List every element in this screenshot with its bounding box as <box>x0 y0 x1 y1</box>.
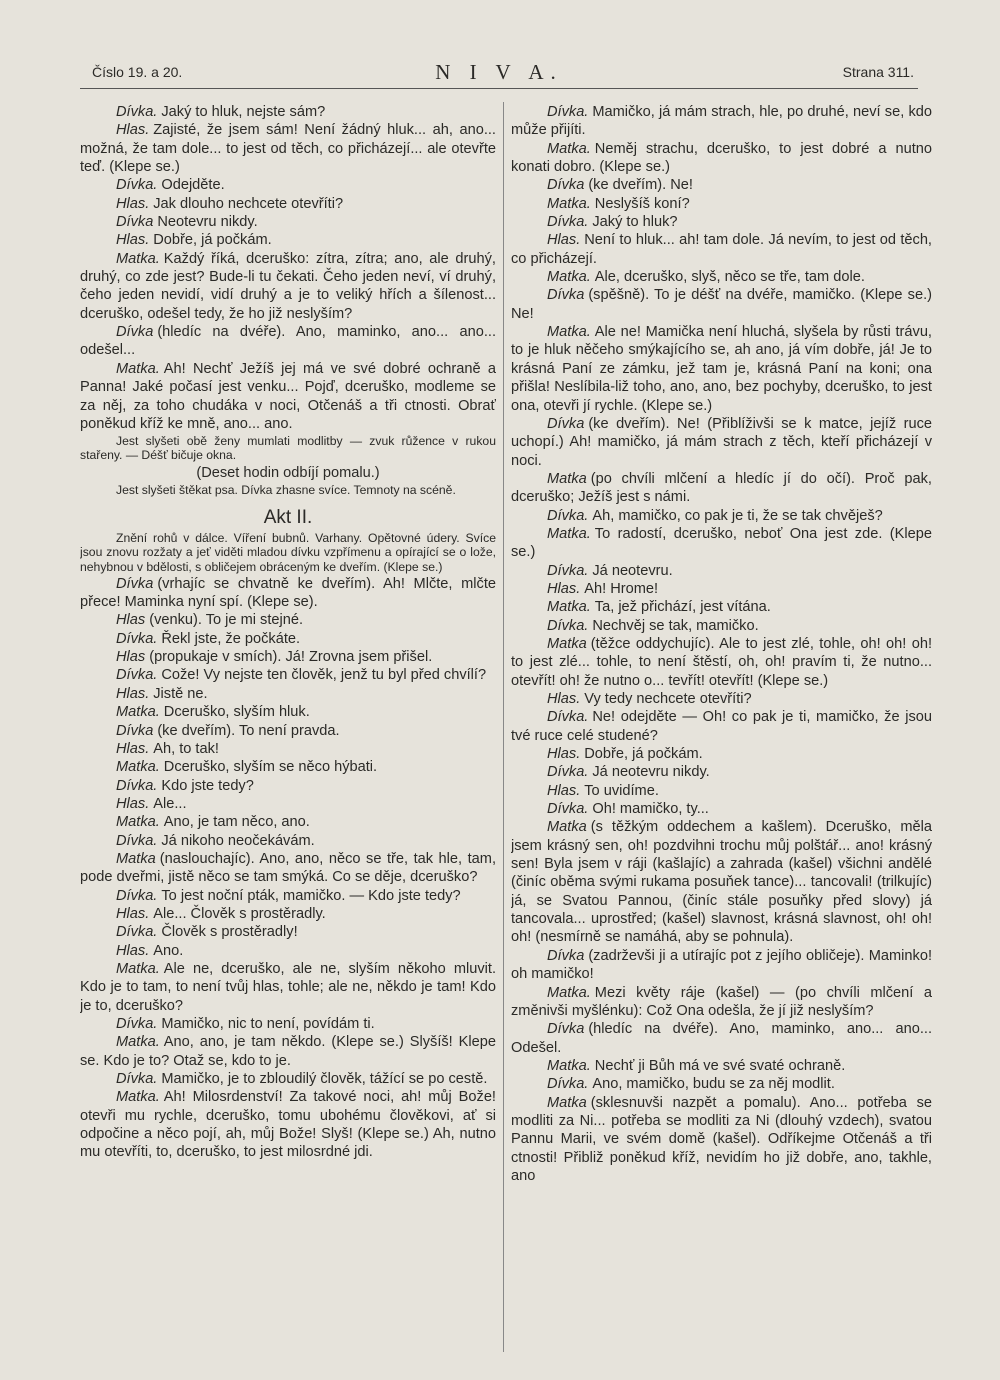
dialogue-text: Nechvěj se tak, mamičko. <box>592 617 759 634</box>
dialogue-line <box>511 507 932 525</box>
speaker-name: Dívka. <box>547 801 589 818</box>
dialogue-line <box>511 231 932 268</box>
dialogue-line <box>80 923 496 941</box>
dialogue-text: To jest noční pták, mamičko. — Kdo jste tedy? <box>161 887 461 904</box>
dialogue-text: Dobře, já počkám. <box>153 232 272 249</box>
speaker-name: Dívka. <box>116 777 158 794</box>
dialogue-text: To radostí, dceruško, neboť Ona jest zde. (Klepe se.) <box>511 525 932 561</box>
dialogue-line <box>80 195 496 213</box>
speaker-name: Dívka <box>116 575 154 592</box>
dialogue-text: Jak dlouho nechcete otevříti? <box>153 195 344 212</box>
dialogue-text: Jaký to hluk? <box>592 214 678 231</box>
speaker-name: Hlas. <box>547 232 581 249</box>
dialogue-line <box>511 1094 932 1186</box>
speaker-name: Matka. <box>547 525 591 542</box>
stage-direction: Jest slyšeti obě ženy mumlati modlitby — zvuk růžence v rukou stařeny. — Déšť bičuje okna. <box>80 434 496 463</box>
dialogue-text: Ano, ano, je tam někdo. (Klepe se.) Slyšíš! Klepe se. Kdo je to? Otaž se, kdo to je. <box>80 1034 496 1069</box>
dialogue-text: Odejděte. <box>161 177 225 194</box>
dialogue-line <box>511 268 932 286</box>
dialogue-line <box>511 580 932 598</box>
dialogue-line <box>511 763 932 781</box>
dialogue-text: Ah! Hrome! <box>584 580 659 597</box>
speaker-name: Matka <box>547 470 587 487</box>
dialogue-line <box>80 1070 496 1088</box>
dialogue-text: (s těžkým oddechem a kašlem). Dceruško, měla jsem krásný sen, oh! pozdvihni trochu můj polštář... ano! krásný sen! Byla jsem v ráji (kašlajíc) a zahrada (kašel) všichni andělé (činíc oběma svými rukama posuňek tance)... tancovali! (trilkujíc) já, se Svatou Pannou, (činíc stále posuňky před slovy) já tancovala... uprostřed; (kašel) slavnost, krásná slavnost, oh! oh! oh! (nesmírně se namáhá, aby se pohnula). <box>511 819 932 946</box>
speaker-name: Hlas <box>116 612 146 629</box>
dialogue-text: (hledíc na dvéře). Ano, maminko, ano... ano... Odešel. <box>511 1021 932 1056</box>
speaker-name: Hlas. <box>547 782 581 799</box>
dialogue-line <box>80 1015 496 1033</box>
dialogue-line <box>80 575 496 612</box>
dialogue-text: Neotevru nikdy. <box>157 214 258 231</box>
speaker-name: Dívka. <box>547 709 589 726</box>
dialogue-line <box>511 1057 932 1075</box>
dialogue-line <box>80 942 496 960</box>
dialogue-line <box>80 611 496 629</box>
right-column <box>511 103 932 1343</box>
speaker-name: Hlas. <box>547 691 581 707</box>
speaker-name: Hlas. <box>116 195 150 212</box>
journal-title: N I V A. <box>435 60 563 84</box>
speaker-name: Dívka. <box>547 764 589 781</box>
dialogue-text: Jistě ne. <box>153 685 208 702</box>
dialogue-text: Neslyšíš koní? <box>594 195 690 212</box>
dialogue-text: Dceruško, slyším se něco hýbati. <box>163 759 378 776</box>
speaker-name: Matka. <box>116 1034 160 1051</box>
dialogue-text: (ke dveřím). To není pravda. <box>157 722 340 739</box>
dialogue-text: (ke dveřím). Ne! (Přiblíživši se k matce, jejíž ruce uchopí.) Ah! mamičko, já mám strach z těch, kteří přicházejí v noci. <box>511 415 932 469</box>
dialogue-text: Nechť ji Bůh má ve své svaté ochraně. <box>594 1057 846 1074</box>
speaker-name: Dívka <box>547 177 585 194</box>
dialogue-text: (propukaje v smích). Já! Zrovna jsem přišel. <box>149 649 433 666</box>
speaker-name: Dívka. <box>547 214 589 231</box>
speaker-name: Hlas. <box>116 740 150 757</box>
speaker-name: Matka. <box>547 195 591 212</box>
dialogue-text: Člověk s prostěradly! <box>161 924 298 941</box>
dialogue-line <box>511 947 932 984</box>
dialogue-text: Zajisté, že jsem sám! Není žádný hluk... ah, ano... možná, že tam dole... to jest od těch, co přicházejí... ale otevřte teď. (Klepe se.) <box>80 122 496 176</box>
dialogue-text: Ta, jež přichází, jest vítána. <box>594 599 771 616</box>
dialogue-text: (ke dveřím). Ne! <box>588 177 693 194</box>
speaker-name: Matka <box>116 850 156 867</box>
dialogue-text: (naslouchajíc). Ano, ano, něco se tře, tak hle, tam, pode dveřmi, jistě něco se tam smýká. Co se děje, dceruško? <box>80 850 496 886</box>
dialogue-line <box>80 121 496 176</box>
dialogue-line <box>80 740 496 758</box>
dialogue-line <box>80 360 496 433</box>
dialogue-text: To uvidíme. <box>584 782 659 799</box>
dialogue-line <box>80 1033 496 1070</box>
dialogue-line <box>80 666 496 684</box>
dialogue-line <box>511 598 932 616</box>
left-column <box>80 103 496 1343</box>
speaker-name: Dívka. <box>116 924 158 941</box>
dialogue-line <box>511 782 932 800</box>
speaker-name: Dívka. <box>116 832 158 849</box>
dialogue-text: Mamičko, je to zbloudilý člověk, tážící se po cestě. <box>161 1071 488 1088</box>
dialogue-text: Ano, mamičko, budu se za něj modlit. <box>592 1076 835 1093</box>
speaker-name: Hlas. <box>116 905 150 922</box>
dialogue-line <box>511 103 932 140</box>
dialogue-line <box>511 195 932 213</box>
speaker-name: Matka. <box>547 984 591 1001</box>
speaker-name: Matka. <box>116 814 160 831</box>
speaker-name: Matka. <box>547 140 591 157</box>
stage-direction-centered: (Deset hodin odbíjí pomalu.) <box>196 464 380 481</box>
dialogue-line <box>511 690 932 708</box>
dialogue-line <box>511 1075 932 1093</box>
speaker-name: Dívka. <box>116 177 158 194</box>
dialogue-line <box>80 795 496 813</box>
dialogue-line <box>511 818 932 946</box>
speaker-name: Matka. <box>547 324 591 341</box>
dialogue-line <box>80 630 496 648</box>
speaker-name: Hlas <box>116 649 146 666</box>
speaker-name: Matka. <box>547 1057 591 1074</box>
dialogue-line <box>511 470 932 507</box>
dialogue-text: Jaký to hluk, nejste sám? <box>161 104 326 120</box>
dialogue-text: (po chvíli mlčení a hledíc jí do očí). Proč pak, dceruško; Ježíš jest s námi. <box>511 470 932 506</box>
dialogue-text: Ale ne, dceruško, ale ne, slyším někoho mluvit. Kdo je to tam, to není tvůj hlas, tohle; ale ne, někdo je tam! Kdo je to, dceruško? <box>80 960 496 1014</box>
dialogue-line <box>80 323 496 360</box>
dialogue-text: Dobře, já počkám. <box>584 746 703 763</box>
dialogue-text: Mezi květy ráje (kašel) — (po chvíli mlčení a změnivši myšlénku): Což Ona odešla, že jí již neslyším? <box>511 984 932 1019</box>
speaker-name: Matka. <box>547 599 591 616</box>
speaker-name: Dívka. <box>547 1076 589 1093</box>
dialogue-text: (zadrževši ji a utírajíc pot z jejího obličeje). Maminko! oh mamičko! <box>511 947 932 983</box>
dialogue-text: Ah! Nechť Ježíš jej má ve své dobré ochraně a Panna! Jaké počasí jest venku... Pojď, dceruško, modleme se za něj, za toho chudáka v noci, Otčenáš a tři ctnosti. Obrať poněkud kříž ke mně, ano... ano. <box>80 360 496 432</box>
dialogue-text: Ne! odejděte — Oh! co pak je ti, mamičko, že jsou tvé ruce celé studené? <box>511 709 932 744</box>
issue-number: Číslo 19. a 20. <box>92 64 183 80</box>
speaker-name: Dívka. <box>116 104 158 120</box>
speaker-name: Matka <box>547 819 587 836</box>
dialogue-text: (spěšně). To je déšť na dvéře, mamičko. (Klepe se.) Ne! <box>511 287 932 322</box>
dialogue-text: Ah! Milosrdenství! Za takové noci, ah! můj Bože! otevři mu rychle, dceruško, tomu ubohému člověkovi, ať si odpočine a něco pojí, ah, můj Bože! Slyš! (Klepe se.) Ah, nutno mu otevříti, to, dceruško, to jest milosrdné jdi. <box>80 1089 496 1161</box>
dialogue-line <box>80 1088 496 1161</box>
speaker-name: Matka. <box>116 1089 160 1106</box>
speaker-name: Dívka <box>547 1021 585 1038</box>
dialogue-text: Ano, je tam něco, ano. <box>163 814 310 831</box>
dialogue-text: (těžce oddychujíc). Ale to jest zlé, tohle, oh! oh! oh! to jest zlé... tohle, to není štěstí, oh, oh! pravím ti, že nutno... otevřít! oh! že nutno o... tevřít! otevřít! (Klepe se.) <box>511 635 932 689</box>
dialogue-line <box>80 832 496 850</box>
dialogue-line <box>80 813 496 831</box>
speaker-name: Matka. <box>116 960 160 977</box>
speaker-name: Dívka. <box>547 104 589 120</box>
dialogue-text: (venku). To je mi stejné. <box>149 612 304 629</box>
speaker-name: Dívka. <box>547 507 589 524</box>
speaker-name: Hlas. <box>116 685 150 702</box>
speaker-name: Dívka. <box>116 887 158 904</box>
stage-direction: Znění rohů v dálce. Víření bubnů. Varhany. Opětovné údery. Svíce jsou znovu rozžaty a jeť viděti mladou dívku vzpřímenu a opírající se o lože, nehybnou v bdělosti, s obličejem obráceným ke dveřím. (Klepe se.) <box>80 531 496 574</box>
dialogue-text: (hledíc na dvéře). Ano, maminko, ano... ano... odešel... <box>80 324 496 359</box>
dialogue-text: Kdo jste tedy? <box>161 777 254 794</box>
speaker-name: Dívka. <box>547 562 589 579</box>
dialogue-line <box>511 525 932 562</box>
speaker-name: Matka. <box>547 269 591 286</box>
dialogue-text: Mamičko, nic to není, povídám ti. <box>161 1016 375 1032</box>
dialogue-line <box>80 777 496 795</box>
speaker-name: Dívka <box>547 415 585 432</box>
dialogue-line <box>511 984 932 1021</box>
dialogue-line <box>511 708 932 745</box>
dialogue-line <box>511 286 932 323</box>
dialogue-text: (vrhajíc se chvatně ke dveřím). Ah! Mlčte, mlčte přece! Maminka nyní spí. (Klepe se). <box>80 575 496 611</box>
speaker-name: Hlas. <box>116 232 150 249</box>
speaker-name: Matka <box>547 1094 587 1111</box>
dialogue-line <box>80 250 496 323</box>
dialogue-line <box>80 103 496 121</box>
dialogue-text: Ale... Člověk s prostěradly. <box>153 905 326 922</box>
dialogue-line <box>511 415 932 470</box>
speaker-name: Dívka <box>116 722 154 739</box>
dialogue-line <box>511 800 932 818</box>
dialogue-line <box>511 635 932 690</box>
speaker-name: Hlas. <box>547 746 581 763</box>
speaker-name: Dívka <box>116 214 154 231</box>
dialogue-line <box>80 850 496 887</box>
dialogue-line <box>511 1020 932 1057</box>
speaker-name: Dívka. <box>116 630 158 647</box>
speaker-name: Dívka. <box>116 1016 158 1032</box>
dialogue-text: Řekl jste, že počkáte. <box>161 630 301 647</box>
dialogue-line <box>80 176 496 194</box>
dialogue-line <box>80 722 496 740</box>
dialogue-line <box>80 231 496 249</box>
speaker-name: Matka <box>547 635 587 652</box>
dialogue-line <box>80 887 496 905</box>
speaker-name: Dívka <box>116 324 154 341</box>
stage-direction: Jest slyšeti štěkat psa. Dívka zhasne svíce. Temnoty na scéně. <box>116 482 456 497</box>
speaker-name: Matka. <box>116 360 160 377</box>
speaker-name: Hlas. <box>116 122 150 139</box>
act-heading: Akt II. <box>263 507 313 529</box>
dialogue-line <box>511 617 932 635</box>
dialogue-text: Ale... <box>153 795 187 812</box>
dialogue-text: Dceruško, slyším hluk. <box>163 704 310 721</box>
dialogue-text: Mamičko, já mám strach, hle, po druhé, neví se, kdo může přijíti. <box>511 104 932 139</box>
dialogue-text: Každý říká, dceruško: zítra, zítra; ano, ale druhý, druhý, co zde jest? Bude-li tu čekati. Čeho jeden neví, ví druhý, čeho jeden nevidí, vidí druhý a je to veliký hřích a šílenost... dceruško, odešel tedy, že ho již neslyším? <box>80 250 496 322</box>
dialogue-line <box>80 648 496 666</box>
dialogue-text: Ah, mamičko, co pak je ti, že se tak chvěješ? <box>592 507 883 524</box>
dialogue-line <box>511 323 932 415</box>
dialogue-line <box>511 745 932 763</box>
speaker-name: Dívka. <box>116 667 158 684</box>
dialogue-text: Já nikoho neočekávám. <box>161 832 315 849</box>
dialogue-text: Vy tedy nechcete otevříti? <box>584 691 752 707</box>
dialogue-line <box>511 213 932 231</box>
speaker-name: Hlas. <box>116 795 150 812</box>
speaker-name: Dívka. <box>547 617 589 634</box>
speaker-name: Matka. <box>116 250 160 267</box>
dialogue-text: Ale ne! Mamička není hluchá, slyšela by růsti trávu, to je hluk něčeho smýkajícího se, ah ano, já vím dobře, já! Je to krásná Paní ze zámku, jež tam je, krásná Paní na koni; ona přišla! Neslíbila-liž toho, ano, ano, bez pochyby, dceruško, to jest ona, otevři jí rychle. (Klepe se.) <box>511 324 932 414</box>
dialogue-line <box>80 213 496 231</box>
dialogue-line <box>80 685 496 703</box>
dialogue-line <box>80 703 496 721</box>
dialogue-text: Neměj strachu, dceruško, to jest dobré a nutno konati dobro. (Klepe se.) <box>511 140 932 176</box>
column-divider <box>503 102 504 1352</box>
dialogue-text: Já neotevru. <box>592 562 673 579</box>
dialogue-line <box>511 176 932 194</box>
dialogue-text: Já neotevru nikdy. <box>592 764 710 781</box>
speaker-name: Dívka <box>547 947 585 964</box>
speaker-name: Dívka. <box>116 1071 158 1088</box>
dialogue-text: Oh! mamičko, ty... <box>592 801 709 818</box>
dialogue-line <box>511 140 932 177</box>
dialogue-line <box>80 905 496 923</box>
dialogue-text: Není to hluk... ah! tam dole. Já nevím, to jest od těch, co přicházejí. <box>511 232 932 267</box>
dialogue-text: Cože! Vy nejste ten člověk, jenž tu byl před chvílí? <box>161 667 487 684</box>
dialogue-text: Ale, dceruško, slyš, něco se tře, tam dole. <box>594 269 865 286</box>
dialogue-text: (sklesnuvši nazpět a pomalu). Ano... potřeba se modliti za Ni... potřeba se modliti za Ni (dlouhý vzdech), svatou Pannu Marii, ve svém domě (kašel). Odříkejme Otčenáš a tři ctnosti! Přibliž poněkud kříž, nevidím ho již dobře, ano, takhle, ano <box>511 1094 932 1184</box>
speaker-name: Matka. <box>116 704 160 721</box>
dialogue-line <box>80 758 496 776</box>
dialogue-text: Ah, to tak! <box>153 740 219 757</box>
speaker-name: Matka. <box>116 759 160 776</box>
speaker-name: Hlas. <box>116 942 150 959</box>
dialogue-line <box>511 562 932 580</box>
speaker-name: Dívka <box>547 287 585 304</box>
dialogue-line <box>80 960 496 1015</box>
page-number: Strana 311. <box>842 64 914 80</box>
speaker-name: Hlas. <box>547 580 581 597</box>
page-header <box>80 60 918 89</box>
dialogue-text: Ano. <box>153 942 184 959</box>
